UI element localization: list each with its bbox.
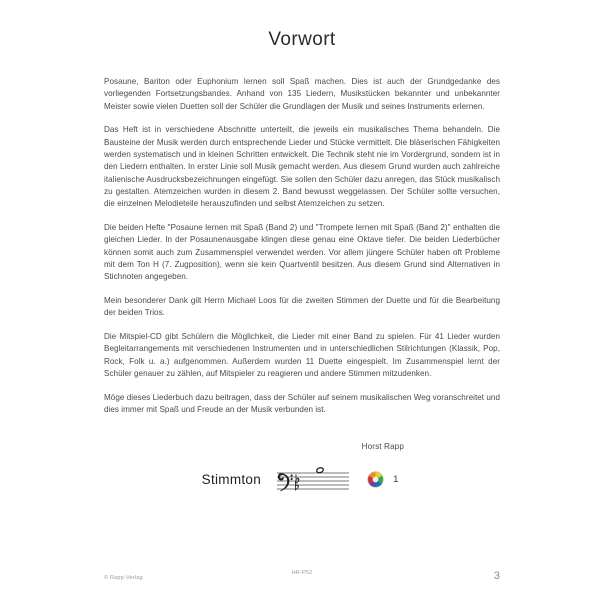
paragraph: Die Mitspiel-CD gibt Schülern die Möglichkeit, die Lieder mit einer Band zu spielen. Für 41 Lieder wurden Begleitarrangements mit verschiedenen Instrumenten und in unterschiedlichen Stilrichtungen (Klassik, Pop, Rock, Folk u. a.) aufgenommen. Außerdem wurden 11 Duette eingespielt. Im Zusammenspiel lernt der Schüler genauer zu zählen, auf Mitspieler zu reagieren und andere Stimmen mitzudenken.: [104, 332, 500, 378]
bass-clef-staff-notation: [273, 462, 351, 496]
page-content: [104, 0, 500, 454]
page-number: 3: [493, 570, 500, 582]
paragraph: Das Heft ist in verschiedene Abschnitte unterteilt, die jeweils ein musikalisches Thema behandeln. Die Bausteine der Musik werden durch entsprechende Lieder und Stücke vermittelt. Die bläserischen Fähigkeiten werden systematisch und in kleinen Schritten entwickelt. Die Technik steht nie im Vordergrund, sondern ist in den Liedern enthalten. In erster Linie soll Musik gemacht werden. Aus diesem Grund wurden auch zahlreiche italienische Ausdrucksbezeichnungen eingefügt. Sie sollen den Schüler dazu anregen, das Stück musikalisch zu gestalten. Atemzeichen wurden in diesem 2. Band bewusst weggelassen. Der Schüler sollte versuchen, die einzelnen Melodieteile herauszufinden und selbst Atemzeichen zu setzen.: [104, 125, 500, 209]
paragraph: Möge dieses Liederbuch dazu beitragen, dass der Schüler auf seinem musikalischen Weg voranschreitet und dies immer mit Spaß und Freude an der Musik verbunden ist.: [104, 392, 500, 415]
page-title: Vorwort: [268, 29, 336, 50]
cd-disc-icon: [367, 471, 384, 488]
stimmton-label: Stimmton: [201, 471, 262, 487]
whole-note: [316, 467, 324, 473]
footer-copyright: © Rapp-Verlag: [104, 575, 143, 581]
paragraph: Die beiden Hefte "Posaune lernen mit Spaß (Band 2) und "Trompete lernen mit Spaß (Band 2)" enthalten die gleichen Lieder. In der Posaunenausgabe klingen diese genau eine Oktave tiefer. Die beiden Liederbücher können somit auch zum Zusammenspiel verwendet werden. Vor allem jüngere Schüler haben oft Probleme mit dem Ton H (7. Zugposition), wenn sie kein Quartventil besitzen. Aus diesem Grund sind Alternativen in Stichnoten angegeben.: [104, 222, 500, 282]
page-footer: [104, 570, 500, 582]
cd-track-number: 1: [393, 473, 399, 485]
body-text-block: [104, 76, 500, 416]
signature-block: [104, 436, 500, 454]
footer-catalog-number: HR-P52: [291, 570, 313, 576]
music-staff: [273, 462, 351, 496]
stimmton-row: [0, 462, 600, 496]
paragraph: Mein besonderer Dank gilt Herrn Michael Loos für die zweiten Stimmen der Duette und für die Bearbeitung der beiden Trios.: [104, 295, 500, 318]
paragraph: Posaune, Bariton oder Euphonium lernen soll Spaß machen. Dies ist auch der Grundgedanke des vorliegenden Fortsetzungsbandes. Anhand von 135 Liedern, Musikstücken bekannter und unbekannter Meister sowie vielen Duetten soll der Schüler die Grundlagen der Musik und seines Instruments erlernen.: [104, 77, 500, 111]
author-signature: Horst Rapp: [361, 442, 404, 452]
bass-clef-icon: [278, 473, 293, 491]
cd-track-indicator: [367, 471, 398, 488]
